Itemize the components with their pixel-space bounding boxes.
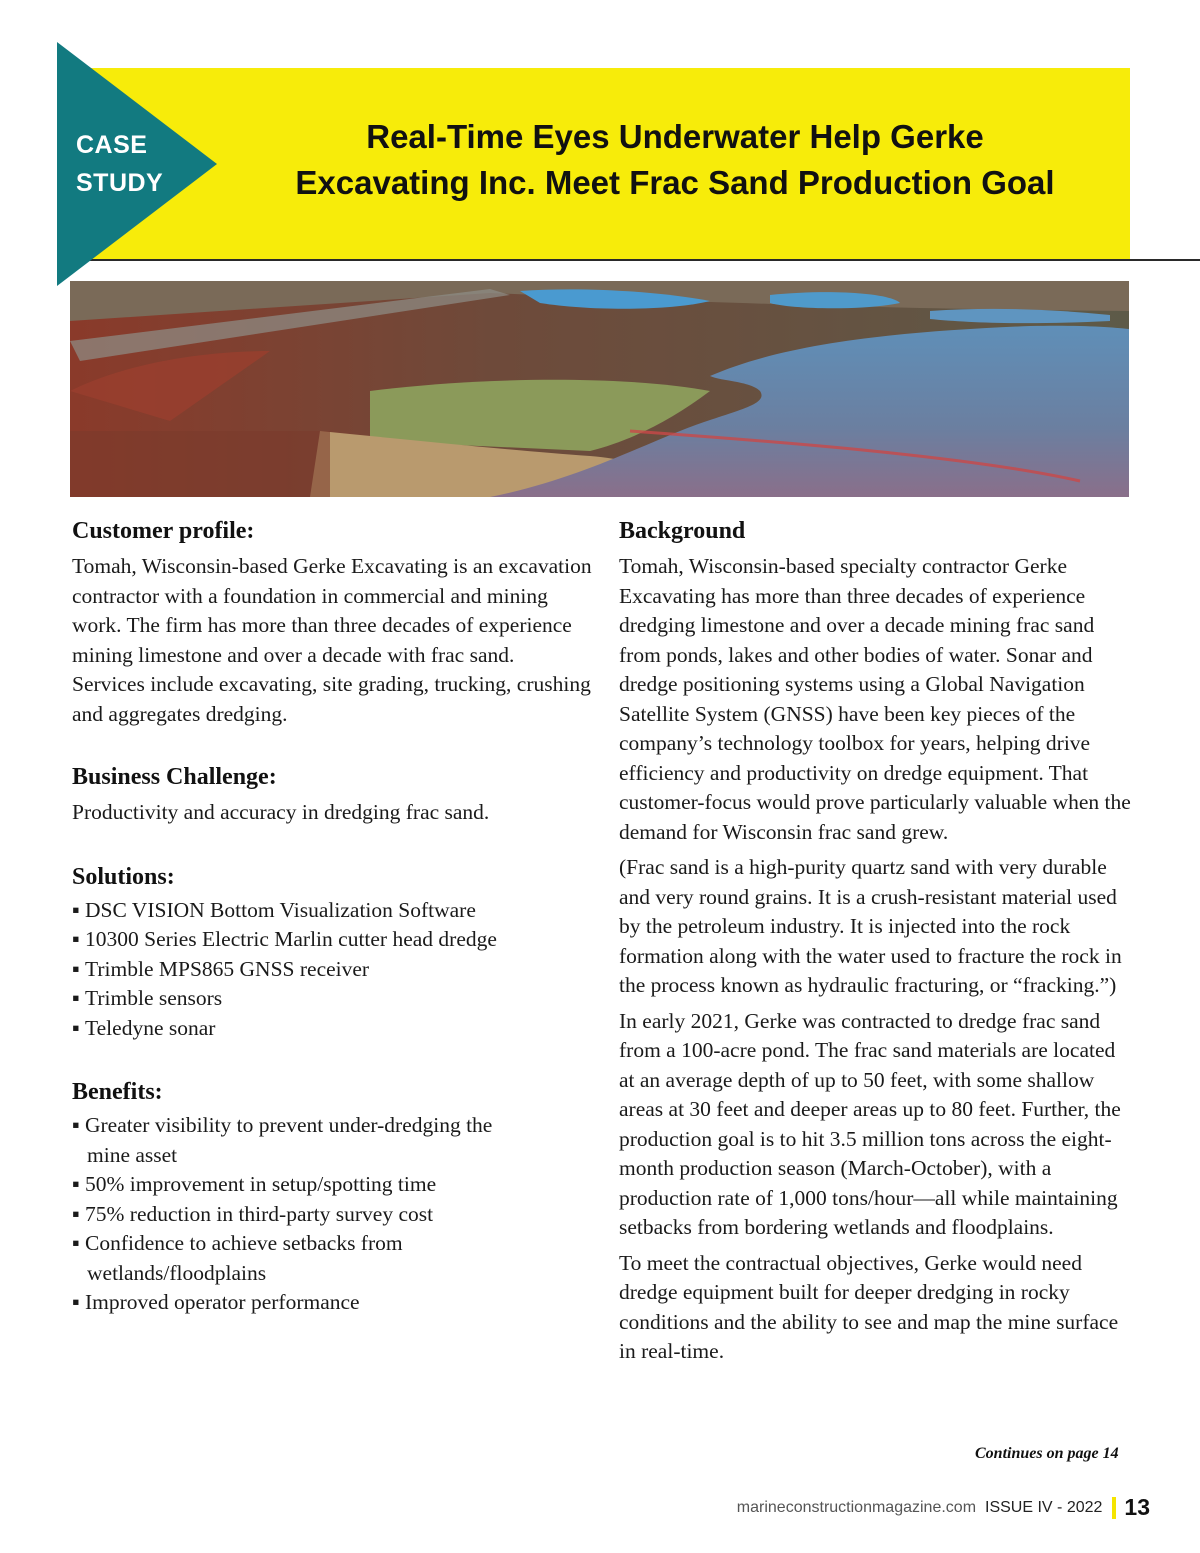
case-study-label-line1: CASE (76, 131, 148, 159)
list-item: ▪ Teledyne sonar (72, 1014, 592, 1044)
business-challenge-heading: Business Challenge: (72, 764, 277, 790)
solutions-section (72, 862, 592, 1044)
background-paragraph: Tomah, Wisconsin-based specialty contractor Gerke Excavating has more than three decades of experience dredging limestone and over a decade mining frac sand from ponds, lakes and other bodies of water. Sonar and dredge positioning systems using a Global Navigation Satellite System (GNSS) have been key pieces of the company’s technology toolbox for years, helping drive efficiency and productivity on dredge equipment. That customer-focus would prove particularly valuable when the demand for Wisconsin frac sand grew. (619, 554, 1131, 844)
aerial-dredging-pond-photo (70, 281, 1129, 497)
list-item: ▪ Greater visibility to prevent under-dredging the mine asset (72, 1111, 522, 1170)
list-item: ▪ Improved operator performance (72, 1288, 522, 1318)
list-item: ▪ Trimble MPS865 GNSS receiver (72, 955, 592, 985)
banner-rule (70, 259, 1200, 261)
page-number: 13 (1124, 1494, 1150, 1520)
list-item: ▪ 10300 Series Electric Marlin cutter head dredge (72, 925, 592, 955)
footer-divider (1112, 1497, 1116, 1519)
left-column (72, 514, 592, 1318)
background-paragraph: To meet the contractual objectives, Gerke would need dredge equipment built for deeper dredging in rocky conditions and the ability to see and map the mine surface in real-time. (619, 1250, 1119, 1363)
list-item: ▪ 50% improvement in setup/spotting time (72, 1170, 522, 1200)
background-paragraph: In early 2021, Gerke was contracted to dredge frac sand from a 100-acre pond. The frac sand materials are located at an average depth of up to 50 feet, with some shallow areas at 30 feet and deeper areas up to 80 feet. Further, the production goal is to hit 3.5 million tons across the eight-month production season (March-October), with a production rate of 1,000 tons/hour—all while maintaining setbacks from bordering wetlands and floodplains. (619, 1008, 1121, 1239)
continues-note: Continues on page 14 (975, 1445, 1119, 1462)
case-study-label (76, 126, 163, 202)
footer-issue: ISSUE IV - 2022 (985, 1498, 1103, 1516)
article-title-line2: Excavating Inc. Meet Frac Sand Production Goal (295, 164, 1055, 201)
customer-profile-section (72, 516, 592, 729)
solutions-heading: Solutions: (72, 863, 175, 890)
solutions-list (72, 896, 592, 1044)
background-heading: Background (619, 518, 746, 544)
article-title-line1: Real-Time Eyes Underwater Help Gerke (366, 118, 984, 155)
page-footer (737, 1494, 1150, 1521)
case-study-label-line2: STUDY (76, 169, 164, 197)
list-item: ▪ Trimble sensors (72, 984, 592, 1014)
article-title (225, 114, 1125, 206)
business-challenge-text: Productivity and accuracy in dredging frac sand. (72, 800, 490, 824)
background-paragraph: (Frac sand is a high-purity quartz sand with very durable and very round grains. It is a crush-resistant material used by the petroleum industry. It is injected into the rock formation along with the water used to fracture the rock in the process known as hydraulic fracturing, or “fracking.”) (619, 855, 1122, 997)
footer-site: marineconstructionmagazine.com (736, 1498, 977, 1516)
business-challenge-section (72, 762, 592, 828)
list-item: ▪ 75% reduction in third-party survey cost (72, 1200, 522, 1230)
benefits-list (72, 1111, 522, 1318)
benefits-heading: Benefits: (72, 1079, 163, 1105)
customer-profile-text: Tomah, Wisconsin-based Gerke Excavating is an excavation contractor with a foundation in commercial and mining work. The firm has more than three decades of experience mining limestone and over a decade with frac sand. Services include excavating, site grading, trucking, crushing and aggregates dredging. (72, 554, 592, 726)
right-column (619, 514, 1131, 1373)
list-item: ▪ DSC VISION Bottom Visualization Software (72, 896, 592, 926)
list-item: ▪ Confidence to achieve setbacks from wetlands/floodplains (72, 1229, 522, 1288)
benefits-section (72, 1077, 592, 1318)
customer-profile-heading: Customer profile: (72, 518, 255, 544)
